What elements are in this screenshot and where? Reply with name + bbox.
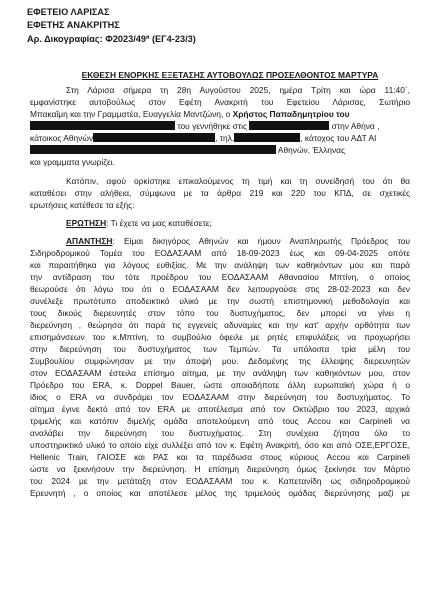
answer-label: ΑΠΑΝΤΗΣΗ xyxy=(66,236,113,246)
answer-line: Σιδηροδρομικού Τομέα του ΕΟΔΑΣΑΑΜ από 18-09-2023 έως και 09-04-2025 οπότε xyxy=(30,248,410,258)
intro-line-1: Στη Λάρισα σήμερα τη 28η Αυγούστου 2025, ημέρα Τρίτη και ώρα 11:40΄, xyxy=(66,85,410,95)
answer-text: : Είμαι δικηγόρος Αθηνών και ήμουν Αναπληρωτής Πρόεδρος του xyxy=(112,236,410,246)
intro-line-2: εμφανίστηκε αυτοβούλως στον Εφέτη Ανακριτή του Εφετείου Λάρισας, Σωτήριο xyxy=(30,97,410,107)
answer-line: στον ΕΟΔΑΣΑΑΜ έστειλα επίσημο αίτημα, με την ανάληψη των καθηκόντων μου, στον xyxy=(30,368,410,378)
redaction-bar xyxy=(30,121,175,130)
oath-line-3: ερωτήσεις κατέθεσε τα εξής: xyxy=(30,200,135,210)
answer-line: ίδιος ο ERA να συνδράμει τον ΕΟΔΑΣΑΑΜ στην διερεύνηση του δυστυχήματος. Το xyxy=(30,392,410,402)
intro-line-3 xyxy=(30,109,410,119)
intro-text: κάτοικος Αθηνών xyxy=(30,133,94,143)
answer-line: Συμβουλίου συμφώνησαν με την άποψή μου. Δεδομένης της έλλειψης διερευνητών xyxy=(30,356,410,366)
judge-title: ΕΦΕΤΗΣ ΑΝΑΚΡΙΤΗΣ xyxy=(27,20,120,30)
answer-line: Ερευνητή , ο οποίος και αποτέλεσε μέλος της τριμελούς ομάδας διερεύνησης μαζί με xyxy=(30,488,410,498)
intro-line-6 xyxy=(30,145,410,155)
intro-line-4 xyxy=(30,121,410,131)
redaction-bar xyxy=(234,133,300,142)
answer-line: την αντίδραση του τότε προέδρου του ΕΟΔΑΣΑΑΜ Αθανασίου Μπτίνη, ο οποίος xyxy=(30,272,410,282)
document-title: ΕΚΘΕΣΗ ΕΝΟΡΚΗΣ ΕΞΕΤΑΣΗΣ ΑΥΤΟΒΟΥΛΩΣ ΠΡΟΣΕΛΘΟΝΤΟΣ ΜΑΡΤΥΡΑ xyxy=(81,70,379,80)
intro-text: στην Αθήνα , xyxy=(331,121,380,131)
answer-line: Hellenic Train, ΓΑΙΟΣΕ και ΡΑΣ και τα παρέδωσα στους κύριους Accou και Carpineli xyxy=(30,452,410,462)
intro-text: , κάτοχος του ΑΔΤ ΑΙ xyxy=(300,133,377,143)
answer-line: και παραιτήθηκα για λόγους ευθιξίας. Με την ανάληψη των καθηκόντων μου και παρά xyxy=(30,260,410,270)
oath-line-2: καταθέσει στην αλήθεια, σύμφωνα με τα άρθρα 219 και 220 του ΚΠΔ, σε σχετικές xyxy=(30,188,410,198)
redaction-bar xyxy=(249,121,329,130)
court-name: ΕΦΕΤΕΙΟ ΛΑΡΙΣΑΣ xyxy=(27,7,110,17)
answer-line: υποστηρικτικό υλικό το οποίο είχε συλλέξει από τον κ. Εφέτη Ανακριτή, όσο και από ΟΣΕ,ΕΡΓΟΣΕ, xyxy=(30,440,410,450)
answer-line: αίτημα έγινε δεκτό από τον ERA με αποτέλεσμα από τον Οκτώβριο του 2023, αρχικά xyxy=(30,404,410,414)
question-line xyxy=(30,218,410,228)
answer-line: Πρόεδρο του ERA, κ. Doppel Bauer, ώστε οποιαδήποτε άλλη ευρωπαϊκή χώρα ή ο xyxy=(30,380,410,390)
answer-line: ώστε να ξεκινήσουν την διερεύνηση. Η επίσημη διερεύνηση όμως ξεκίνησε τον Μάρτιο xyxy=(30,464,410,474)
answer-line: επισημάνσεων του κ.Μπτίνη, το συμβούλιο όφειλε με ρητές επιφυλάξεις να προχωρήσει xyxy=(30,332,410,342)
answer-line: διερεύνηση , θεώρησα ότι παρά τις εγγενείς αδυναμίες και την κατ' αρχήν ορθότητα των xyxy=(30,320,410,330)
answer-line: τους δικούς διερευνητές στον τόπο του δυστυχήματος, δεν μπορεί να γίνει η xyxy=(30,308,410,318)
oath-line-1: Κατόπιν, αφού ορκίστηκε επικαλούμενος τη τιμή και τη συνείδησή του ότι θα xyxy=(66,176,410,186)
redaction-bar xyxy=(93,133,215,142)
answer-line: αναλάβει την διερεύνηση του δυστυχήματος. Στη συνέχεια ζήτησα όλο το xyxy=(30,428,410,438)
redaction-bar xyxy=(30,145,276,154)
intro-text: του γεννήθηκε στις xyxy=(177,121,247,131)
answer-line: στην διερεύνηση του δυστυχήματος των Τεμπών. Τα υπόλοιπα τρία μέλη του xyxy=(30,344,410,354)
question-text: : Τι έχετε να μας καταθέσετε; xyxy=(106,218,212,228)
answer-line: τριμελής και κατόπιν διμελής ομάδα αποτελούμενη από τους Accou και Carpineli να xyxy=(30,416,410,426)
answer-line xyxy=(30,236,410,246)
answer-line: θεωρούσε ότι λόγω του ότι ο ΕΟΔΑΣΑΑΜ δεν λειτουργούσε στις 28-02-2023 και δεν xyxy=(30,284,410,294)
case-number: Αρ. Δικογραφίας: Φ2023/49ª (ΕΓ4-23/3) xyxy=(27,34,196,44)
witness-name: Χρήστος Παπαδημητρίου του xyxy=(232,109,350,119)
answer-line: συνέλεξε πρωτότυπο αποδεικτικό υλικό με την σωστή επιστημονική μεθοδολογία και xyxy=(30,296,410,306)
intro-text: , τηλ. xyxy=(215,133,235,143)
question-label: ΕΡΩΤΗΣΗ xyxy=(66,218,107,228)
intro-text: Μπακαΐμη και την Γραμματέα, Ευαγγελία Μαντζώνη, ο xyxy=(30,109,233,119)
intro-text: Αθηνών, Έλληνας xyxy=(277,145,346,155)
intro-line-7: και γραμματα γνωρίζει. xyxy=(30,157,115,167)
intro-line-5 xyxy=(30,133,410,143)
answer-line: του 2024 με την μετάταξη στον ΕΟΔΑΣΑΑΜ του κ. Καπετανίδη ως σιδηροδρομικού xyxy=(30,476,410,486)
